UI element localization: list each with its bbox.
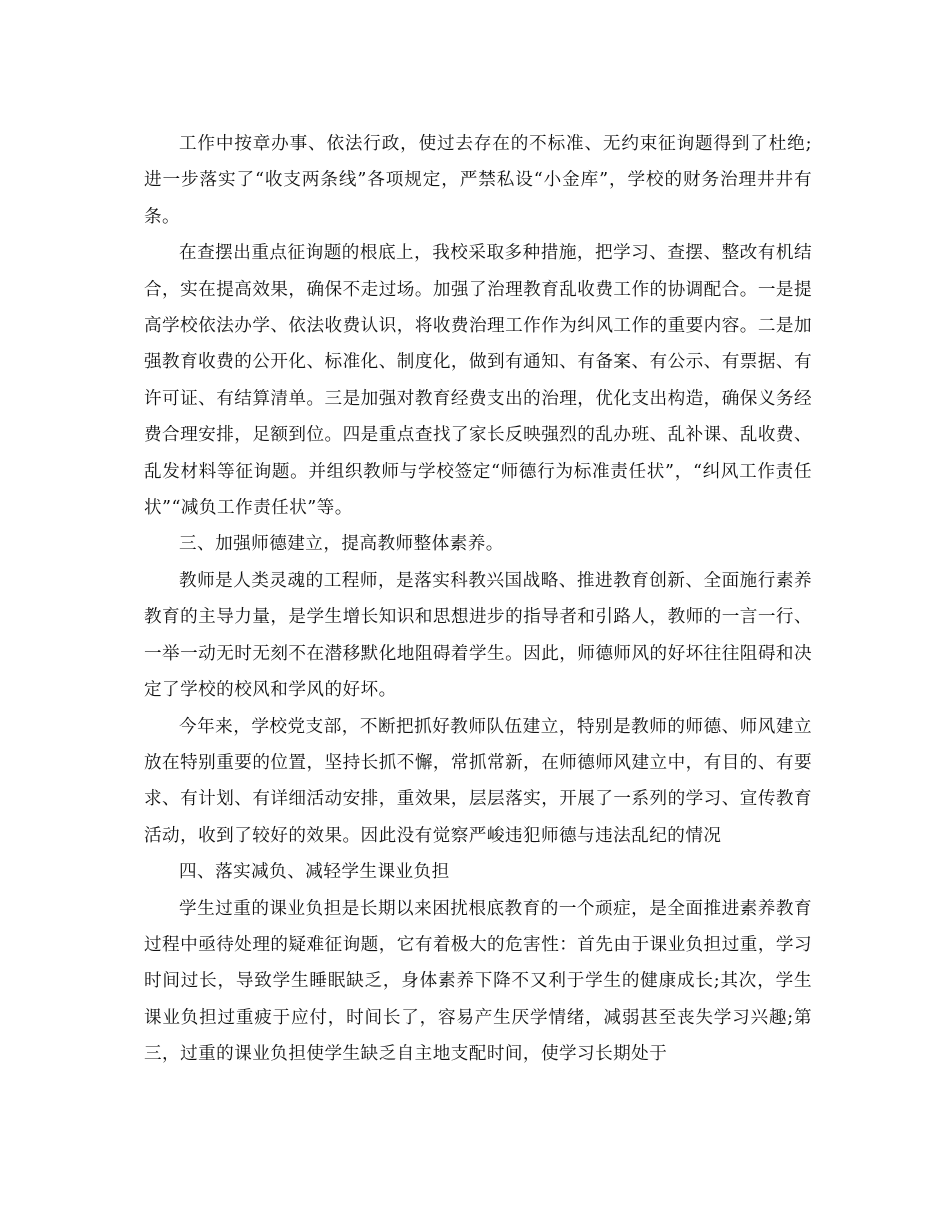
document-body xyxy=(144,126,812,1073)
paragraph-student-burden: 学生过重的课业负担是长期以来困扰根底教育的一个顽症，是全面推进素养教育过程中亟待处理的疑难征询题，它有着极大的危害性：首先由于课业负担过重，学习时间过长，导致学生睡眠缺乏，身体素养下降不又利于学生的健康成长;其次，学生课业负担过重疲于应付，时间长了，容易产生厌学情绪，减弱甚至丧失学习兴趣;第三，过重的课业负担使学生缺乏自主地支配时间，使学习长期处于 xyxy=(144,898,812,1065)
paragraph-party-branch: 今年来，学校党支部，不断把抓好教师队伍建立，特别是教师的师德、师风建立放在特别重要的位置，坚持长抓不懈，常抓常新，在师德师风建立中，有目的、有要求、有计划、有详细活动安排，重效果，层层落实，开展了一系列的学习、宣传教育活动，收到了较好的效果。因此没有觉察严峻违犯师德与违法乱纪的情况 xyxy=(144,716,812,846)
paragraph-fee-measures: 在查摆出重点征询题的根底上，我校采取多种措施，把学习、查摆、整改有机结合，实在提高效果，确保不走过场。加强了治理教育乱收费工作的协调配合。一是提高学校依法办学、依法收费认识，将收费治理工作作为纠风工作的重要内容。二是加强教育收费的公开化、标准化、制度化，做到有通知、有备案、有公示、有票据、有许可证、有结算清单。三是加强对教育经费支出的治理，优化支出构造，确保义务经费合理安排，足额到位。四是重点查找了家长反映强烈的乱办班、乱补课、乱收费、乱发材料等征询题。并组织教师与学校签定“师德行为标准责任状”，“纠风工作责任状”“减负工作责任状”等。 xyxy=(144,243,812,519)
section-heading-teacher-ethics: 三、加强师德建立，提高教师整体素养。 xyxy=(179,534,504,555)
paragraph-teacher-role: 教师是人类灵魂的工程师，是落实科教兴国战略、推进教育创新、全面施行素养教育的主导力量，是学生增长知识和思想进步的指导者和引路人，教师的一言一行、一举一动无时无刻不在潜移默化地阻碍着学生。因此，师德师风的好坏往往阻碍和决定了学校的校风和学风的好坏。 xyxy=(144,570,812,701)
section-heading-burden-reduction: 四、落实减负、减轻学生课业负担 xyxy=(179,862,450,883)
paragraph-finance-management: 工作中按章办事、依法行政，使过去存在的不标准、无约束征询题得到了杜绝;进一步落实了“收支两条线”各项规定，严禁私设“小金库”，学校的财务治理井井有条。 xyxy=(144,134,812,227)
